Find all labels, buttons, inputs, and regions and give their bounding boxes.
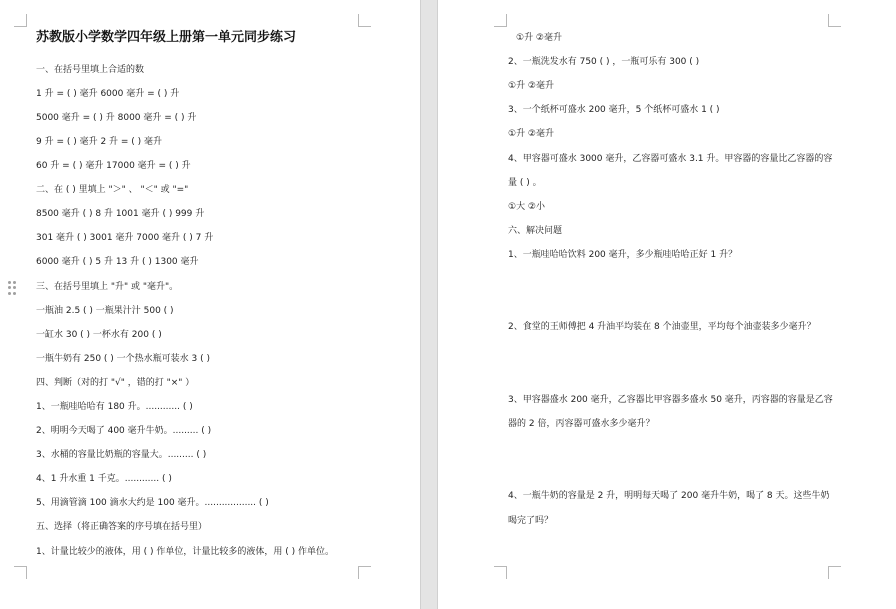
page-corner-mark [358,566,371,579]
page-corner-mark [494,14,507,27]
exercise-line: 一瓶牛奶有 250 ( ) 一个热水瓶可装水 3 ( ) [36,354,210,364]
left-page [0,0,420,609]
section-heading: 五、选择（将正确答案的序号填在括号里） [36,522,208,532]
page-corner-mark [828,14,841,27]
choice-options: ①升 ②毫升 [508,81,554,91]
problem-line: 器的 2 倍，丙容器可盛水多少毫升？ [508,419,655,429]
exercise-line: 6000 毫升 ( ) 5 升 13 升 ( ) 1300 毫升 [36,257,199,267]
exercise-line: 5000 毫升 = ( ) 升 8000 毫升 = ( ) 升 [36,113,197,123]
choice-options: ①升 ②毫升 [508,129,554,139]
exercise-line: 一瓶油 2.5 ( ) 一瓶果汁汁 500 ( ) [36,306,174,316]
drag-handle-icon[interactable] [8,281,16,295]
section-heading: 一、在括号里填上合适的数 [36,65,145,75]
page-corner-mark [358,14,371,27]
exercise-line: 一缸水 30 ( ) 一杯水有 200 ( ) [36,330,162,340]
choice-options: ①升 ②毫升 [516,33,562,43]
page-gutter [420,0,438,609]
exercise-line: 5、用滴管滴 100 滴水大约是 100 毫升。.................. ( ) [36,498,269,508]
section-heading: 四、判断（对的打 "√" ，错的打 "×" ） [36,378,195,388]
exercise-line: 3、水桶的容量比奶瓶的容量大。......... ( ) [36,450,207,460]
exercise-line: 4、1 升水重 1 千克。............ ( ) [36,474,172,484]
exercise-line: 量 ( ) 。 [508,178,542,188]
problem-line: 3、甲容器盛水 200 毫升，乙容器比甲容器多盛水 50 毫升，丙容器的容量是乙容 [508,395,833,405]
problem-line: 4、一瓶牛奶的容量是 2 升，明明每天喝了 200 毫升牛奶，喝了 8 天。这些牛奶 [508,491,830,501]
exercise-line: 1、计量比较少的液体，用 ( ) 作单位，计量比较多的液体，用 ( ) 作单位。 [36,547,334,557]
page-corner-mark [14,566,27,579]
exercise-line: 1、一瓶哇哈哈有 180 升。............ ( ) [36,402,193,412]
choice-options: ①大 ②小 [508,202,545,212]
exercise-line: 2、明明今天喝了 400 毫升牛奶。......... ( ) [36,426,212,436]
problem-line: 喝完了吗？ [508,516,554,526]
exercise-line: 301 毫升 ( ) 3001 毫升 7000 毫升 ( ) 7 升 [36,233,214,243]
right-page [438,0,896,609]
page-corner-mark [14,14,27,27]
problem-line: 2、食堂的王师傅把 4 升油平均装在 8 个油壶里，平均每个油壶装多少毫升？ [508,322,816,332]
exercise-line: 2、一瓶洗发水有 750 ( ) ，一瓶可乐有 300 ( ) [508,57,700,67]
exercise-line: 3、一个纸杯可盛水 200 毫升，5 个纸杯可盛水 1 ( ) [508,105,720,115]
exercise-line: 9 升 = ( ) 毫升 2 升 = ( ) 毫升 [36,137,163,147]
exercise-line: 8500 毫升 ( ) 8 升 1001 毫升 ( ) 999 升 [36,209,205,219]
page-corner-mark [494,566,507,579]
section-heading: 三、在括号里填上 "升" 或 "毫升"。 [36,282,179,292]
exercise-line: 1 升 = ( ) 毫升 6000 毫升 = ( ) 升 [36,89,180,99]
problem-line: 1、一瓶哇哈哈饮料 200 毫升，多少瓶哇哈哈正好 1 升？ [508,250,738,260]
section-heading: 六、解决问题 [508,226,563,236]
section-heading: 二、在 ( ) 里填上 "＞" 、 "＜" 或 "=" [36,185,189,195]
document-title: 苏教版小学数学四年级上册第一单元同步练习 [36,30,297,45]
exercise-line: 4、甲容器可盛水 3000 毫升，乙容器可盛水 3.1 升。甲容器的容量比乙容器的容 [508,154,833,164]
exercise-line: 60 升 = ( ) 毫升 17000 毫升 = ( ) 升 [36,161,191,171]
page-corner-mark [828,566,841,579]
